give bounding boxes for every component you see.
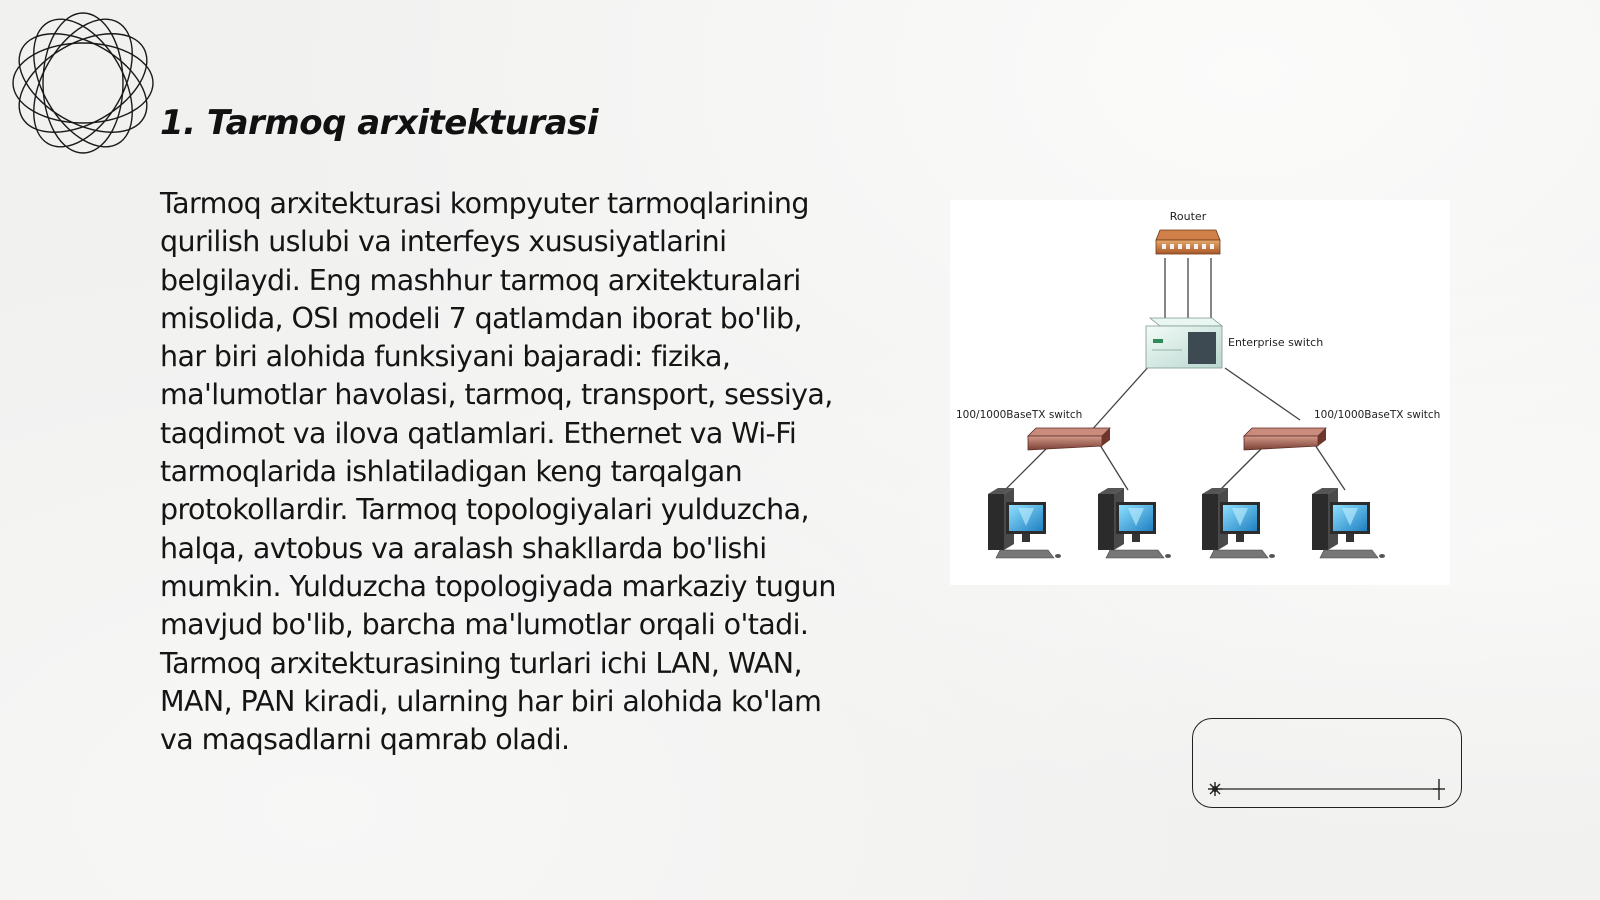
router-label: Router (1169, 210, 1207, 223)
desktop-computer-icon (1098, 488, 1171, 558)
slide-body-text: Tarmoq arxitekturasi kompyuter tarmoqlarining qurilish uslubi va interfeys xususiyatlarini belgilaydi. Eng mashhur tarmoq arxitekturalari misolida, OSI modeli 7 qatlamdan iborat bo'lib, har biri alohida funksiyani bajaradi: fizika, ma'lumotlar havolasi, tarmoq, transport, sessiya, taqdimot va ilova qatlamlari. Ethernet va Wi-Fi tarmoqlarida ishlatiladigan keng tarqalgan protokollardir. Tarmoq topologiyalari yulduzcha, halqa, avtobus va aralash shakllarda bo'lishi mumkin. Yulduzcha topologiyada markaziy tugun mavjud bo'lib, barcha ma'lumotlar orqali o'tadi. Tarmoq arxitekturasining turlari ichi LAN, WAN, MAN, PAN kiradi, ularning har biri alohida ko'lam va maqsadlarni qamrab oladi. (160, 187, 836, 757)
rosette-icon (8, 8, 158, 158)
desktop-computer-icon (1202, 488, 1275, 558)
network-diagram (950, 200, 1450, 585)
enterprise-switch-label: Enterprise switch (1228, 336, 1324, 349)
desktop-computer-icon (1312, 488, 1385, 558)
left-switch-label: 100/1000BaseTX switch (956, 409, 1083, 421)
right-switch-label: 100/1000BaseTX switch (1314, 409, 1441, 421)
enterprise-switch-icon (1146, 318, 1222, 368)
desktop-computer-icon (988, 488, 1061, 558)
access-switch-icon (1244, 428, 1326, 450)
access-switch-icon (1028, 428, 1110, 450)
router-icon (1156, 230, 1220, 254)
slide-title: 1. Tarmoq arxitekturasi (160, 103, 599, 143)
timeline-icon (1193, 719, 1463, 809)
cable-lines (1005, 258, 1345, 490)
timeline-box (1192, 718, 1462, 808)
crosshair-icon (1433, 779, 1445, 800)
